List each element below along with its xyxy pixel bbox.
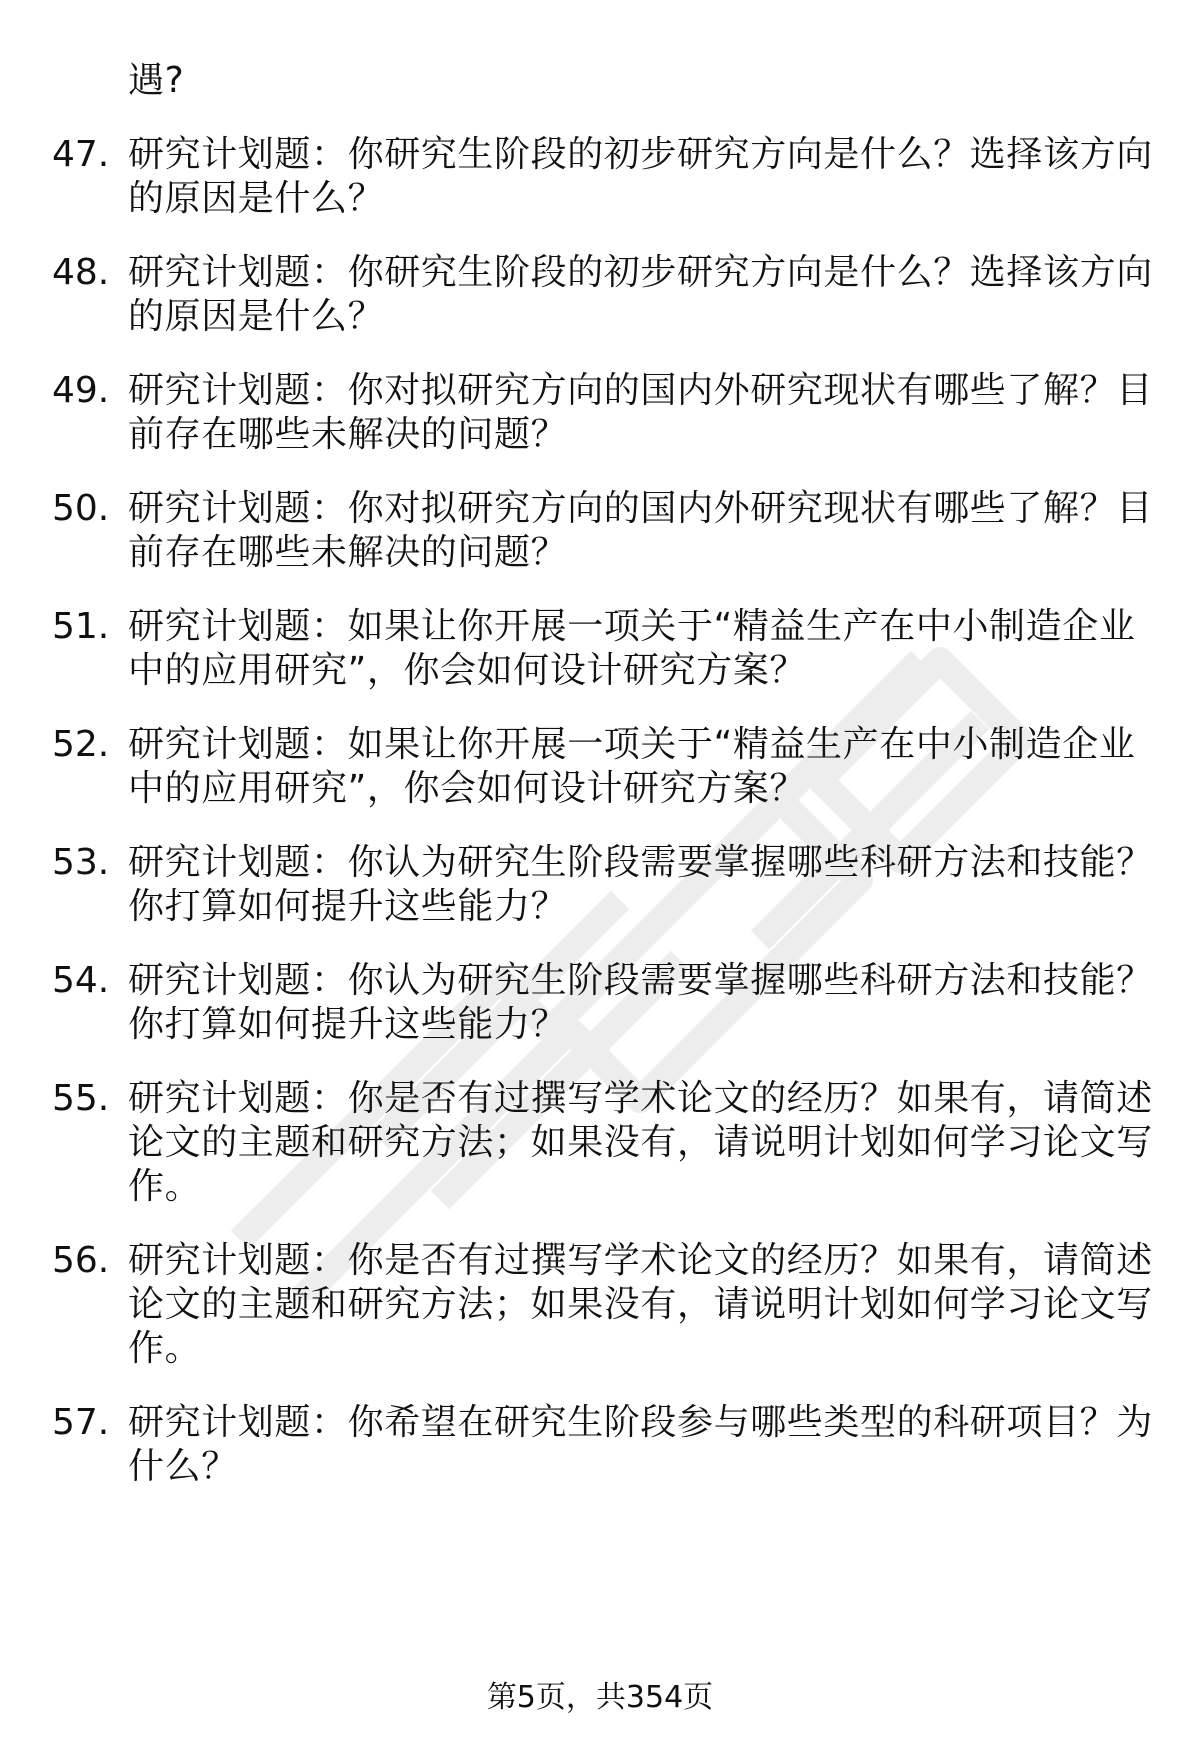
question-text-line: 的原因是什么？: [128, 296, 385, 337]
question-number: 49.: [52, 370, 110, 411]
question-text-line: 什么？: [128, 1446, 238, 1487]
question-number: 47.: [52, 134, 110, 175]
question-number: 54.: [52, 960, 110, 1001]
page-footer: 第5页，共354页: [486, 1680, 714, 1715]
question-number: 55.: [52, 1078, 110, 1119]
question-number: 53.: [52, 842, 110, 883]
question-number: 52.: [52, 724, 110, 765]
continued-text: 遇?: [128, 60, 185, 101]
question-text-line: 作。: [128, 1166, 202, 1207]
question-text-line: 研究计划题：如果让你开展一项关于“精益生产在中小制造企业: [128, 724, 1136, 765]
question-text-line: 研究计划题：你认为研究生阶段需要掌握哪些科研方法和技能？: [128, 842, 1153, 883]
question-number: 56.: [52, 1240, 110, 1281]
question-text-line: 研究计划题：你认为研究生阶段需要掌握哪些科研方法和技能？: [128, 960, 1153, 1001]
question-number: 48.: [52, 252, 110, 293]
question-text-line: 你打算如何提升这些能力？: [128, 886, 568, 927]
question-text-line: 论文的主题和研究方法；如果没有，请说明计划如何学习论文写: [128, 1122, 1153, 1163]
question-text-line: 前存在哪些未解决的问题？: [128, 414, 568, 455]
question-text-line: 研究计划题：你是否有过撰写学术论文的经历？如果有，请简述: [128, 1078, 1153, 1119]
question-text-line: 作。: [128, 1328, 202, 1369]
question-text-line: 研究计划题：你对拟研究方向的国内外研究现状有哪些了解？目: [128, 488, 1153, 529]
question-text-line: 的原因是什么？: [128, 178, 385, 219]
question-text-line: 中的应用研究”，你会如何设计研究方案？: [128, 768, 807, 809]
question-text-line: 研究计划题：你希望在研究生阶段参与哪些类型的科研项目？为: [128, 1402, 1153, 1443]
question-text-line: 前存在哪些未解决的问题？: [128, 532, 568, 573]
question-text-line: 你打算如何提升这些能力？: [128, 1004, 568, 1045]
question-text-line: 中的应用研究”，你会如何设计研究方案？: [128, 650, 807, 691]
question-number: 51.: [52, 606, 110, 647]
question-number: 57.: [52, 1402, 110, 1443]
question-text-line: 论文的主题和研究方法；如果没有，请说明计划如何学习论文写: [128, 1284, 1153, 1325]
question-text-line: 研究计划题：你研究生阶段的初步研究方向是什么？选择该方向: [128, 134, 1153, 175]
question-text-line: 研究计划题：你是否有过撰写学术论文的经历？如果有，请简述: [128, 1240, 1153, 1281]
question-text-line: 研究计划题：如果让你开展一项关于“精益生产在中小制造企业: [128, 606, 1136, 647]
question-text-line: 研究计划题：你对拟研究方向的国内外研究现状有哪些了解？目: [128, 370, 1153, 411]
question-number: 50.: [52, 488, 110, 529]
question-text-line: 研究计划题：你研究生阶段的初步研究方向是什么？选择该方向: [128, 252, 1153, 293]
